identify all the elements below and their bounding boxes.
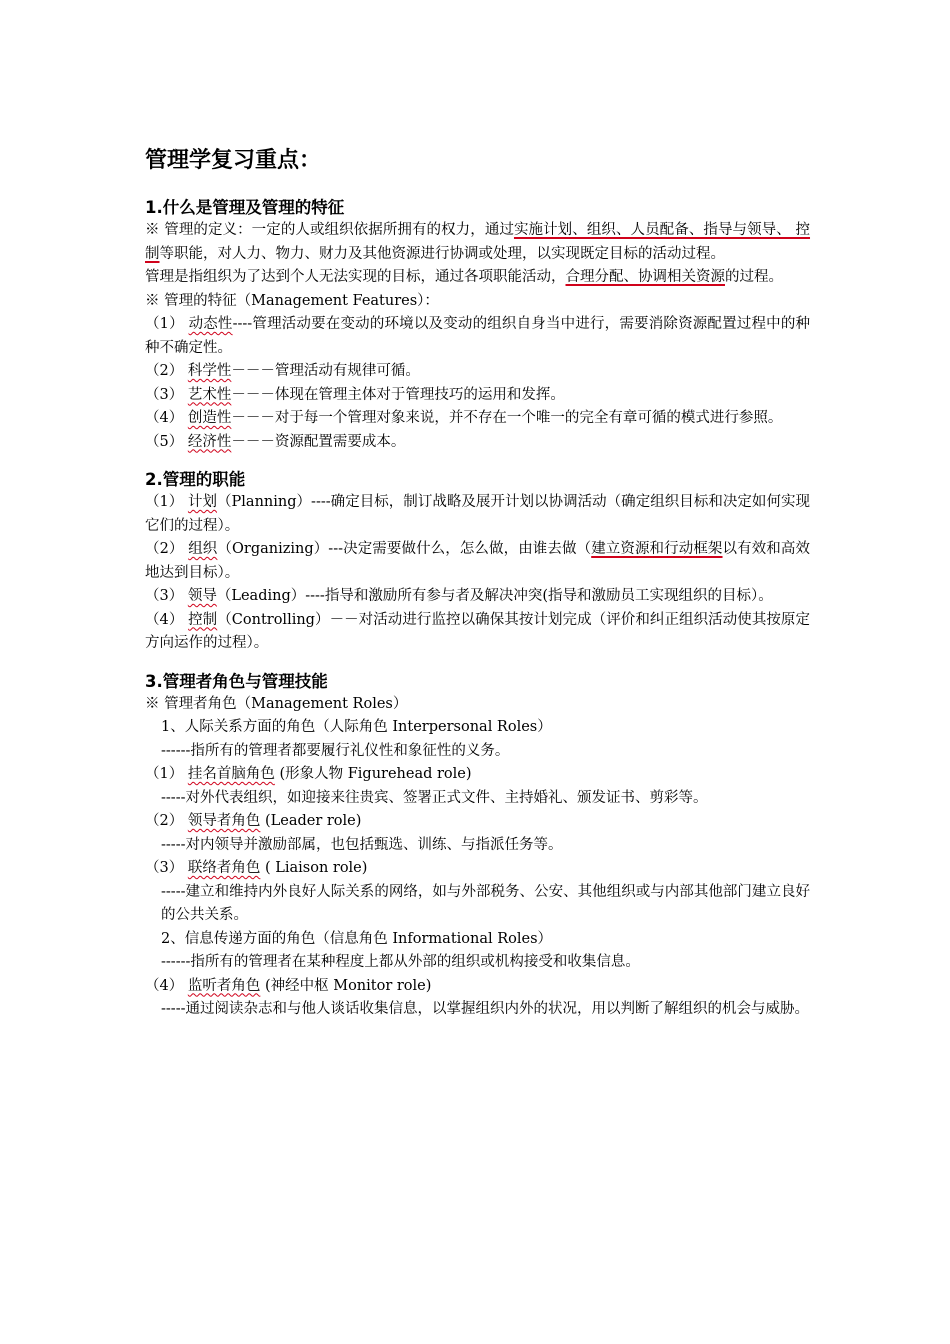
feature-item — [145, 384, 810, 408]
feature-number: （5） — [145, 433, 188, 450]
role-english: (Leader role) — [260, 813, 362, 829]
role-group-description: ------指所有的管理者在某种程度上都从外部的组织或机构接受和收集信息。 — [161, 954, 640, 970]
role-english: (形象人物 Figurehead role) — [274, 766, 472, 782]
feature-item — [145, 431, 810, 455]
function-text: （Leading）----指导和激励所有参与者及解决冲突(指导和激励员工实现组织的目标）。 — [216, 588, 773, 604]
section-2-heading: 2.管理的职能 — [145, 470, 246, 489]
role-description: -----对外代表组织，如迎接来往贵宾、签署正式文件、主持婚礼、颁发证书、剪彩等。 — [161, 789, 708, 806]
role-description: -----对内领导并激励部属，也包括甄选、训练、与指派任务等。 — [161, 836, 563, 853]
role-keyword: 领导者角色 — [187, 813, 261, 829]
function-item — [145, 491, 810, 538]
function-keyword: 领导 — [187, 588, 217, 604]
function-number: （3） — [145, 588, 188, 604]
feature-text: －－－管理活动有规律可循。 — [231, 363, 420, 379]
function-number: （4） — [145, 611, 189, 628]
role-group-interpersonal: 1、人际关系方面的角色（人际角色 Interpersonal Roles） — [161, 719, 552, 735]
function-number: （2） — [145, 541, 189, 557]
role-number: （2） — [145, 813, 188, 829]
roles-intro: ※ 管理者角色（Management Roles） — [145, 695, 408, 712]
function-number: （1） — [145, 494, 188, 510]
feature-number: （1） — [145, 316, 189, 332]
feature-keyword: 艺术性 — [187, 386, 232, 403]
feature-number: （3） — [145, 386, 188, 403]
feature-number: （2） — [145, 363, 188, 379]
feature-item — [145, 360, 810, 384]
role-description: -----通过阅读杂志和与他人谈话收集信息，以掌握组织内外的状况，用以判断了解组织的机会与威胁。 — [161, 1001, 809, 1017]
feature-keyword: 创造性 — [187, 410, 232, 426]
management-underlined: 合理分配、协调相关资源 — [565, 269, 725, 285]
function-text: （Planning）----确定目标，制订战略及展开计划以协调活动（确定组织目标和决定如何实现它们的过程）。 — [145, 494, 810, 534]
section-1-heading: 1.什么是管理及管理的特征 — [145, 198, 345, 217]
feature-keyword: 科学性 — [187, 363, 232, 379]
role-item — [145, 763, 810, 787]
feature-text: ----管理活动要在变动的环境以及变动的组织自身当中进行，需要消除资源配置过程中的种种不确定性。 — [145, 316, 810, 356]
feature-text: －－－资源配置需要成本。 — [231, 433, 406, 450]
role-keyword: 挂名首脑角色 — [187, 766, 275, 782]
feature-item — [145, 313, 810, 360]
role-description: -----建立和维持内外良好人际关系的网络，如与外部税务、公安、其他组织或与内部其他部门建立良好的公共关系。 — [161, 883, 810, 923]
feature-number: （4） — [145, 410, 188, 426]
function-text-end: 以有效和高效地达到目标）。 — [145, 541, 810, 581]
section-3-heading: 3.管理者角色与管理技能 — [145, 671, 328, 691]
function-text: （Organizing）---决定需要做什么，怎么做，由谁去做（ — [217, 541, 592, 557]
feature-text: －－－体现在管理主体对于管理技巧的运用和发挥。 — [231, 386, 565, 403]
feature-item — [145, 407, 810, 431]
role-item — [145, 857, 810, 881]
document-title: 管理学复习重点： — [145, 148, 322, 173]
role-item — [145, 810, 810, 834]
feature-keyword: 经济性 — [187, 433, 232, 450]
role-number: （3） — [145, 860, 188, 876]
features-intro: ※ 管理的特征（Management Features）： — [145, 292, 439, 309]
definition-text-end: 等职能，对人力、物力、财力及其他资源进行协调或处理，以实现既定目标的活动过程。 — [159, 245, 725, 262]
role-item — [145, 975, 810, 999]
feature-keyword: 动态性 — [188, 316, 233, 332]
feature-text: －－－对于每一个管理对象来说，并不存在一个唯一的完全有章可循的模式进行参照。 — [231, 410, 783, 426]
function-text: （Controlling）－－对活动进行监控以确保其按计划完成（评价和纠正组织活动使其按原定方向运作的过程）。 — [145, 611, 810, 651]
function-underlined: 建立资源和行动框架 — [591, 541, 723, 557]
definition-underlined: 实施计划、组织、人员配备、指导与领导、 控制 — [145, 222, 811, 262]
role-number: （1） — [145, 766, 188, 782]
function-keyword: 控制 — [188, 611, 218, 628]
management-text: 管理是指组织为了达到个人无法实现的目标，通过各项职能活动， — [145, 269, 566, 285]
document-page — [145, 148, 810, 1022]
role-english: (神经中枢 Monitor role) — [260, 977, 432, 994]
function-keyword: 计划 — [187, 494, 217, 510]
function-item — [145, 585, 810, 609]
role-keyword: 监听者角色 — [187, 977, 261, 994]
role-english: ( Liaison role) — [260, 860, 368, 876]
role-group-description: ------指所有的管理者都要履行礼仪性和象征性的义务。 — [161, 742, 510, 759]
definition-text: ※ 管理的定义：一定的人或组织依据所拥有的权力，通过 — [145, 222, 514, 238]
management-text-end: 的过程。 — [725, 269, 783, 285]
role-group-informational: 2、信息传递方面的角色（信息角色 Informational Roles） — [161, 930, 553, 947]
role-number: （4） — [145, 977, 188, 994]
function-item — [145, 538, 810, 585]
definition-paragraph — [145, 219, 810, 266]
function-keyword: 组织 — [188, 541, 218, 557]
management-paragraph — [145, 266, 810, 290]
role-keyword: 联络者角色 — [187, 860, 261, 876]
function-item — [145, 609, 810, 656]
